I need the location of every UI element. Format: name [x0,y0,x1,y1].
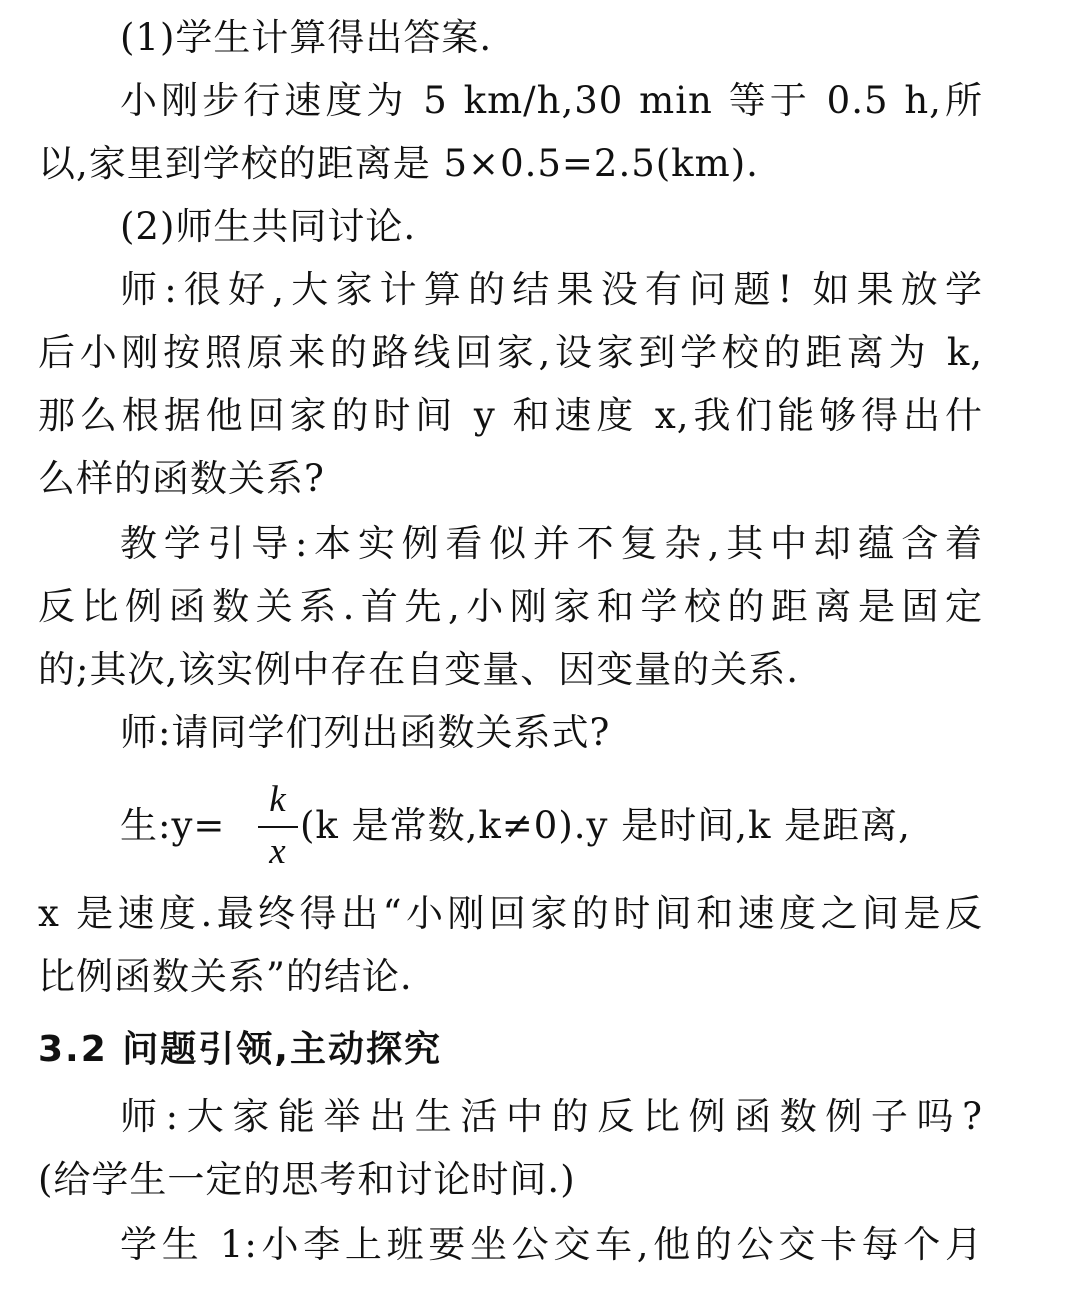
text-line-11: 的;其次,该实例中存在自变量、因变量的关系. [38,648,799,691]
text-line-14: 比例函数关系”的结论. [38,955,413,998]
text-line-4: (2)师生共同讨论. [120,205,417,248]
text-line-13: x 是速度.最终得出“小刚回家的时间和速度之间是反 [38,892,983,935]
text-line-9: 教学引导:本实例看似并不复杂,其中却蕴含着 [120,522,983,565]
formula-line [120,776,983,876]
text-line-3: 以,家里到学校的距离是 5×0.5=2.5(km). [38,142,759,185]
formula-prefix: 生:y= [120,804,226,847]
text-line-7: 那么根据他回家的时间 y 和速度 x,我们能够得出什 [38,394,983,437]
text-line-2: 小刚步行速度为 5 km/h,30 min 等于 0.5 h,所 [120,79,983,122]
text-line-10: 反比例函数关系.首先,小刚家和学校的距离是固定 [38,585,983,628]
text-line-8: 么样的函数关系? [38,457,325,500]
section-heading: 3.2 问题引领,主动探究 [38,1029,442,1070]
text-line-16: (给学生一定的思考和讨论时间.) [38,1158,576,1201]
fraction-denominator: x [269,831,287,872]
fraction-numerator: k [269,779,287,820]
text-line-15: 师:大家能举出生活中的反比例函数例子吗? [120,1095,983,1138]
formula-suffix: (k 是常数,k≠0).y 是时间,k 是距离, [300,804,911,847]
text-line-1: (1)学生计算得出答案. [120,16,493,59]
fraction-k-over-x [258,776,298,876]
fraction-bar [258,826,298,828]
text-line-6: 后小刚按照原来的路线回家,设家到学校的距离为 k, [38,331,983,374]
text-line-5: 师:很好,大家计算的结果没有问题! 如果放学 [120,268,983,311]
text-line-12: 师:请同学们列出函数关系式? [120,711,611,754]
text-line-17: 学生 1:小李上班要坐公交车,他的公交卡每个月 [120,1223,983,1266]
